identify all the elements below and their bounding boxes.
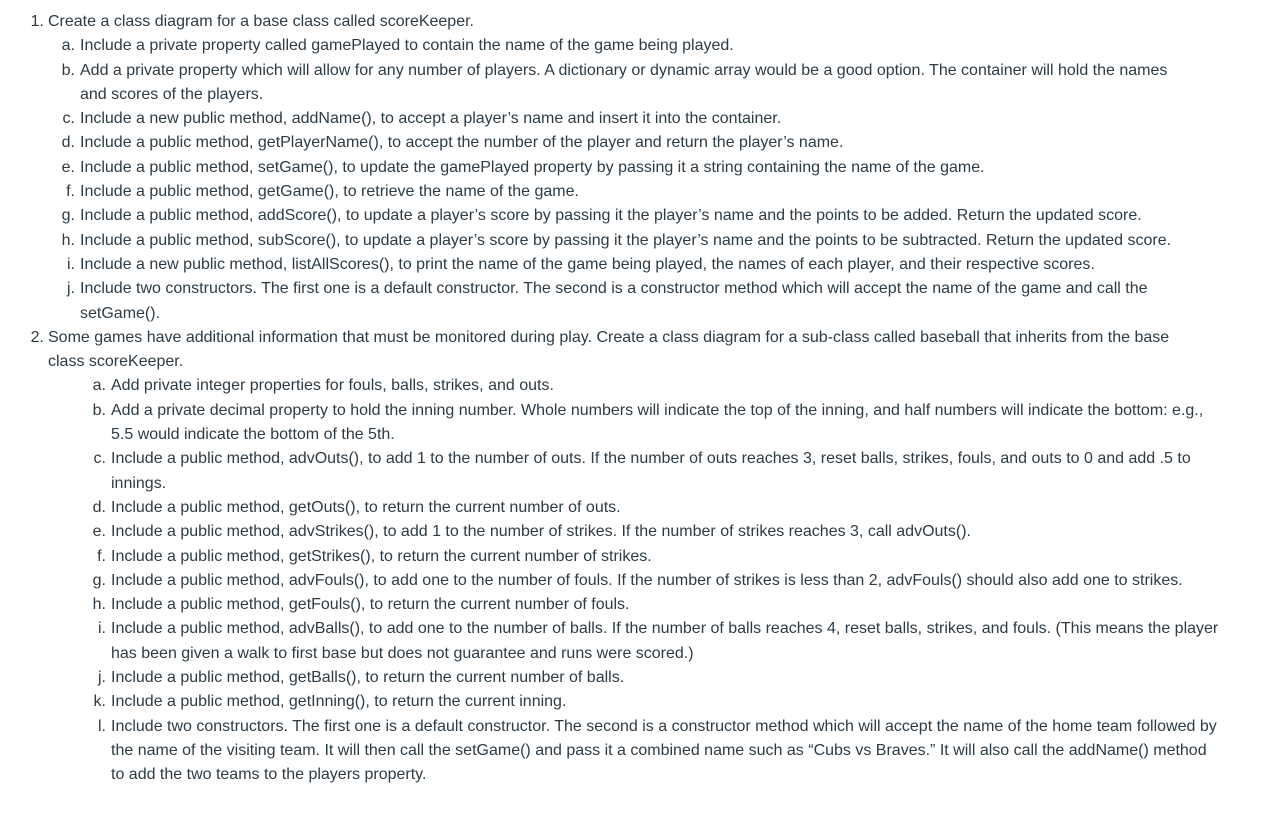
sub-list-item [0,715,1273,788]
sub-list-item [0,690,1273,714]
sub-list-item-text: Add a private property which will allow for any number of players. A dictionary or dynamic array would be a good option. The container will hold the names and scores of the players. [80,61,1168,103]
list-item-number: 2. [30,328,44,346]
sub-list-item-text: Include two constructors. The first one is a default constructor. The second is a constructor method which will accept the name of the home team followed by the name of the visiting team. It will then call the setGame() and pass it a combined name such as “Cubs vs Braves.” It will also call the addName() method to add the two teams to the players property. [111,717,1217,784]
sub-list-item-text: Include a public method, getInning(), to return the current inning. [111,693,567,711]
list-item-text: Create a class diagram for a base class called scoreKeeper. [48,13,474,30]
sub-list-item [0,447,1273,496]
sub-list-item [0,496,1273,520]
sub-list-item-text: Include a public method, setGame(), to update the gamePlayed property by passing it a string containing the name of the game. [80,158,985,176]
sub-list-item-letter: b. [92,401,106,419]
sub-list-item-letter: i. [98,620,106,638]
sub-list-item [0,156,1273,180]
sub-list-item [0,229,1273,253]
sub-list-item-text: Include a public method, advBalls(), to add one to the number of balls. If the number of balls reaches 4, reset balls, strikes, and fouls. (This means the player has been given a walk to first base but does not guarantee and runs were scored.) [111,620,1219,662]
sub-list-item [0,34,1273,58]
sub-list-item-letter: h. [61,231,75,249]
sub-list-item-text: Include a new public method, listAllScores(), to print the name of the game being played, the names of each player, and their respective scores. [80,255,1095,273]
list-item [0,326,1273,788]
sub-list-item-text: Include a public method, getOuts(), to return the current number of outs. [111,498,621,516]
sub-list-item [0,569,1273,593]
sub-list-item-text: Include a public method, subScore(), to update a player’s score by passing it the player’s name and the points to be subtracted. Return the updated score. [80,231,1172,249]
sub-list-item-letter: h. [92,596,106,614]
sub-list-item [0,617,1273,666]
sub-list-item-letter: e. [92,523,106,541]
sub-list-item-letter: d. [61,134,75,152]
sub-list-item [0,131,1273,155]
sub-list-item-text: Include a public method, advOuts(), to add 1 to the number of outs. If the number of outs reaches 3, reset balls, strikes, fouls, and outs to 0 and add .5 to innings. [111,450,1191,492]
sub-list-item-text: Include two constructors. The first one is a default constructor. The second is a constructor method which will accept the name of the game and call the setGame(). [80,280,1148,322]
sub-list-item-text: Include a public method, getGame(), to retrieve the name of the game. [80,183,579,201]
sub-list-item-letter: g. [61,207,75,225]
sub-list-item-letter: b. [61,61,75,79]
sub-list-item-text: Include a public method, addScore(), to update a player’s score by passing it the player’s name and the points to be added. Return the updated score. [80,207,1142,225]
sub-list-item-letter: c. [93,450,106,468]
instruction-list [0,10,1273,788]
sub-list-item-text: Include a public method, getStrikes(), to return the current number of strikes. [111,547,652,565]
sub-list-item-letter: a. [92,377,106,395]
sub-list-item [0,545,1273,569]
list-item-text: Some games have additional information that must be monitored during play. Create a class diagram for a sub-class called baseball that inherits from the base class scoreKeeper. [48,328,1170,371]
sub-list-item-letter: i. [67,255,75,273]
sub-list-item-text: Include a public method, getBalls(), to return the current number of balls. [111,669,625,687]
sub-list-item-letter: f. [66,183,75,201]
list-item [0,10,1273,326]
sub-list-item [0,399,1273,448]
sub-list-item-text: Include a public method, getFouls(), to return the current number of fouls. [111,596,630,614]
sub-list-item-text: Include a private property called gamePlayed to contain the name of the game being played. [80,37,734,55]
sub-list-item [0,277,1273,326]
sub-list-item-text: Include a public method, getPlayerName(), to accept the number of the player and return the player’s name. [80,134,844,152]
sub-list-item-text: Add a private decimal property to hold the inning number. Whole numbers will indicate the top of the inning, and half numbers will indicate the bottom: e.g., 5.5 would indicate the bottom of the 5th. [111,401,1204,444]
sub-list-item-letter: k. [93,693,106,711]
sub-list-item-letter: d. [92,498,106,516]
sub-list-item-text: Include a public method, advStrikes(), to add 1 to the number of strikes. If the number of strikes reaches 3, call advOuts(). [111,523,971,541]
sub-list-item [0,374,1273,398]
sub-list-item [0,180,1273,204]
sub-list-item [0,253,1273,277]
sub-list-item-letter: f. [97,547,106,565]
sub-list-item [0,107,1273,131]
list-item-number: 1. [30,13,44,30]
sub-list-item-text: Include a new public method, addName(), to accept a player’s name and insert it into the container. [80,110,782,128]
sub-list-item [0,593,1273,617]
sub-list-item-letter: j. [67,280,75,298]
sub-list-item [0,666,1273,690]
sub-list-item-letter: e. [61,158,75,176]
sub-list [0,374,1273,787]
sub-list [0,34,1273,326]
sub-list-item-letter: l. [98,717,106,735]
sub-list-item-letter: j. [98,669,106,687]
sub-list-item-letter: g. [92,571,106,589]
sub-list-item [0,520,1273,544]
sub-list-item-text: Add private integer properties for fouls, balls, strikes, and outs. [111,377,554,395]
sub-list-item-text: Include a public method, advFouls(), to add one to the number of fouls. If the number of strikes is less than 2, advFouls() should also add one to strikes. [111,571,1183,589]
sub-list-item-letter: a. [61,37,75,55]
sub-list-item-letter: c. [62,110,75,128]
sub-list-item [0,59,1273,108]
sub-list-item [0,204,1273,228]
